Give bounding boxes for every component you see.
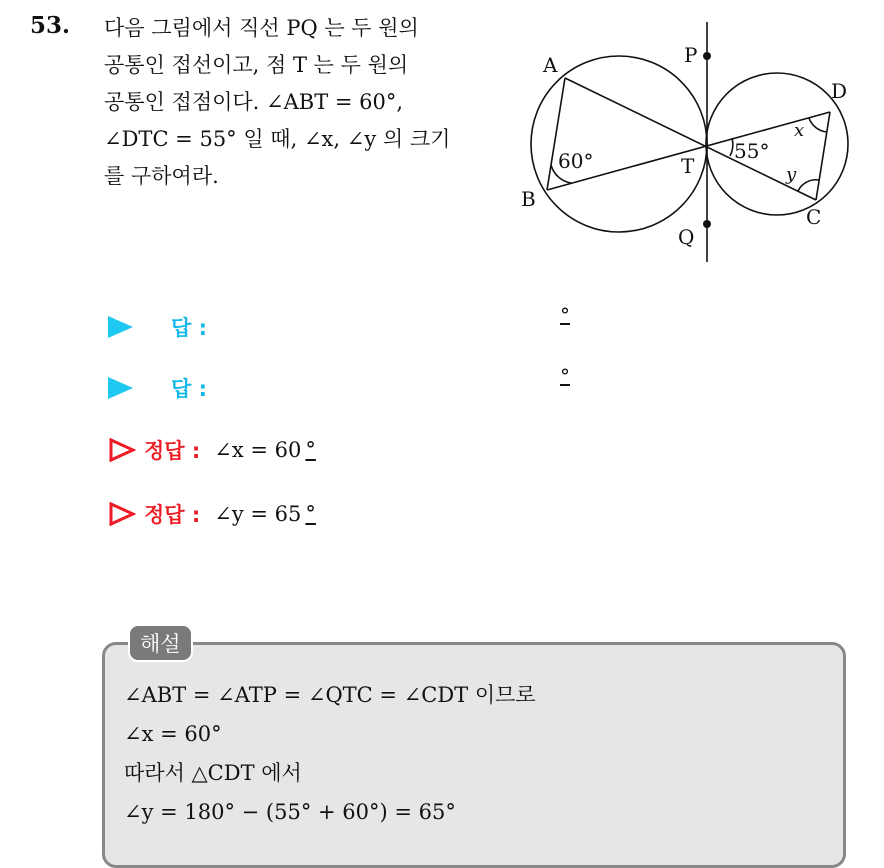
answer-label: 답 :: [171, 316, 207, 340]
point-p-dot: [703, 52, 711, 60]
label-p: P: [684, 43, 698, 67]
outline-arrow-icon: [108, 437, 136, 463]
geometry-figure: [505, 18, 865, 268]
play-arrow-icon: [108, 377, 133, 399]
solution-line: ∠ABT = ∠ATP = ∠QTC = ∠CDT 이므로: [124, 683, 536, 707]
solution-line: ∠y = 180° − (55° + 60°) = 65°: [124, 800, 456, 824]
correct-row-1: [108, 430, 316, 470]
correct-label: 정답 :: [144, 439, 201, 463]
question-line: ∠DTC = 55° 일 때, ∠x, ∠y 의 크기: [104, 127, 451, 151]
label-t: T: [681, 154, 695, 178]
label-q: Q: [678, 225, 695, 249]
answer-label: 답 :: [171, 377, 207, 401]
question-line: 공통인 접선이고, 점 T 는 두 원의: [104, 53, 409, 77]
question-text: [104, 10, 499, 195]
angle-label-x: x: [794, 120, 805, 141]
angle-label-y: y: [786, 164, 797, 185]
angle-label-55: 55°: [734, 139, 770, 163]
correct-expression: ∠x = 60: [214, 438, 302, 462]
solution-tag: 해설: [128, 624, 193, 662]
correct-unit: °: [305, 438, 316, 462]
correct-expression: ∠y = 65: [214, 502, 302, 526]
solution-line: ∠x = 60°: [124, 722, 222, 746]
angle-arc-t: [730, 138, 733, 156]
segment-ac: [565, 78, 816, 200]
play-arrow-icon: [108, 316, 133, 338]
question-line: 공통인 접점이다. ∠ABT = 60°,: [104, 90, 404, 114]
angle-arc-c: [798, 180, 819, 191]
label-d: D: [831, 79, 848, 103]
segment-dc: [816, 112, 830, 200]
answer-blank[interactable]: °: [560, 303, 570, 327]
left-circle: [531, 56, 707, 232]
answer-blank[interactable]: °: [560, 364, 570, 388]
label-c: C: [806, 205, 822, 229]
segment-ab: [547, 78, 565, 190]
correct-label: 정답 :: [144, 503, 201, 527]
angle-label-60: 60°: [558, 149, 594, 173]
correct-row-2: [108, 494, 316, 534]
label-b: B: [521, 187, 536, 211]
correct-unit: °: [305, 502, 316, 526]
right-circle: [706, 73, 848, 215]
angle-arc-d: [809, 118, 827, 132]
answer-row-1: [108, 303, 588, 347]
question-number: 53.: [30, 12, 71, 39]
solution-text: [124, 676, 536, 832]
answer-row-2: [108, 364, 588, 408]
outline-arrow-icon: [108, 501, 136, 527]
point-q-dot: [703, 220, 711, 228]
solution-line: 따라서 △CDT 에서: [124, 761, 302, 785]
label-a: A: [543, 53, 558, 77]
question-line: 를 구하여라.: [104, 164, 219, 188]
question-line: 다음 그림에서 직선 PQ 는 두 원의: [104, 16, 419, 40]
